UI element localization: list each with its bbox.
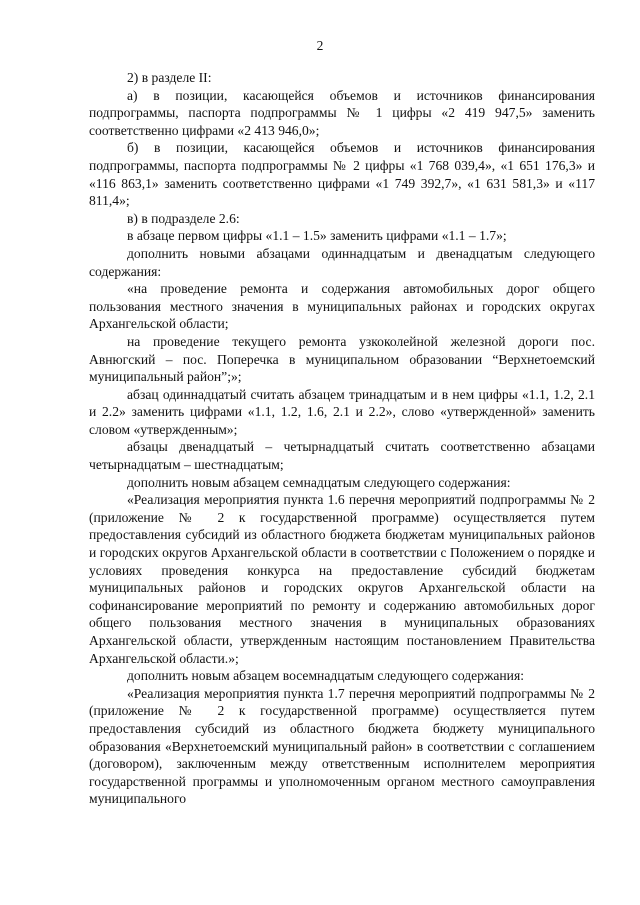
- paragraph: абзацы двенадцатый – четырнадцатый считать соответственно абзацами четырнадцатым – шестнадцатым;: [89, 439, 595, 473]
- paragraph: «Реализация мероприятия пункта 1.7 перечня мероприятий подпрограммы № 2 (приложение № 2 к государственной программе) осуществляется путем предоставления субсидий из областного бюджета бюджету муниципального образования «Верхнетоемский муниципальный район» в соответствии с соглашением (договором), заключенным между ответственным исполнителем мероприятия государственной программы и уполномоченным органом местного самоуправления муниципального: [89, 685, 595, 807]
- document-body: [89, 69, 595, 808]
- paragraph: «на проведение ремонта и содержания автомобильных дорог общего пользования местного значения в муниципальных районах и городских округах Архангельской области;: [89, 281, 595, 332]
- paragraph: на проведение текущего ремонта узкоколейной железной дороги пос. Авнюгский – пос. Поперечка в муниципальном образовании “Верхнетоемский муниципальный район”;»;: [89, 333, 595, 385]
- paragraph: дополнить новым абзацем восемнадцатым следующего содержания:: [127, 668, 524, 684]
- paragraph: «Реализация мероприятия пункта 1.6 перечня мероприятий подпрограммы № 2 (приложение № 2 к государственной программе) осуществляется путем предоставления субсидий из областного бюджета бюджетам муниципальных районов и городских округов Архангельской области в соответствии с Положением о порядке и условиях проведения конкурса на предоставление субсидий бюджетам муниципальных районов и городских округов Архангельской области на софинансирование мероприятий по ремонту и содержанию автомобильных дорог общего пользования местного значения в муниципальных образованиях Архангельской области, утвержденным настоящим постановлением Правительства Архангельской области.»;: [89, 492, 595, 666]
- paragraph: абзац одиннадцатый считать абзацем тринадцатым и в нем цифры «1.1, 1.2, 2.1 и 2.2» заменить цифрами «1.1, 1.2, 1.6, 2.1 и 2.2», слово «утвержденной» заменить словом «утвержденным»;: [89, 386, 595, 437]
- paragraph: дополнить новыми абзацами одиннадцатым и двенадцатым следующего содержания:: [89, 245, 595, 279]
- paragraph: б) в позиции, касающейся объемов и источников финансирования подпрограммы, паспорта подпрограммы № 2 цифры «1 768 039,4», «1 651 176,3» и «116 863,1» заменить соответственно цифрами «1 749 392,7», «1 631 581,3» и «117 811,4»;: [89, 140, 595, 209]
- paragraph: в абзаце первом цифры «1.1 – 1.5» заменить цифрами «1.1 – 1.7»;: [127, 228, 507, 244]
- page-number: 2: [316, 38, 324, 53]
- paragraph: в) в подразделе 2.6:: [127, 210, 240, 226]
- paragraph: 2) в разделе II:: [127, 70, 212, 85]
- paragraph: дополнить новым абзацем семнадцатым следующего содержания:: [127, 474, 511, 490]
- paragraph: а) в позиции, касающейся объемов и источников финансирования подпрограммы, паспорта подпрограммы № 1 цифры «2 419 947,5» заменить соответственно цифрами «2 413 946,0»;: [89, 87, 595, 138]
